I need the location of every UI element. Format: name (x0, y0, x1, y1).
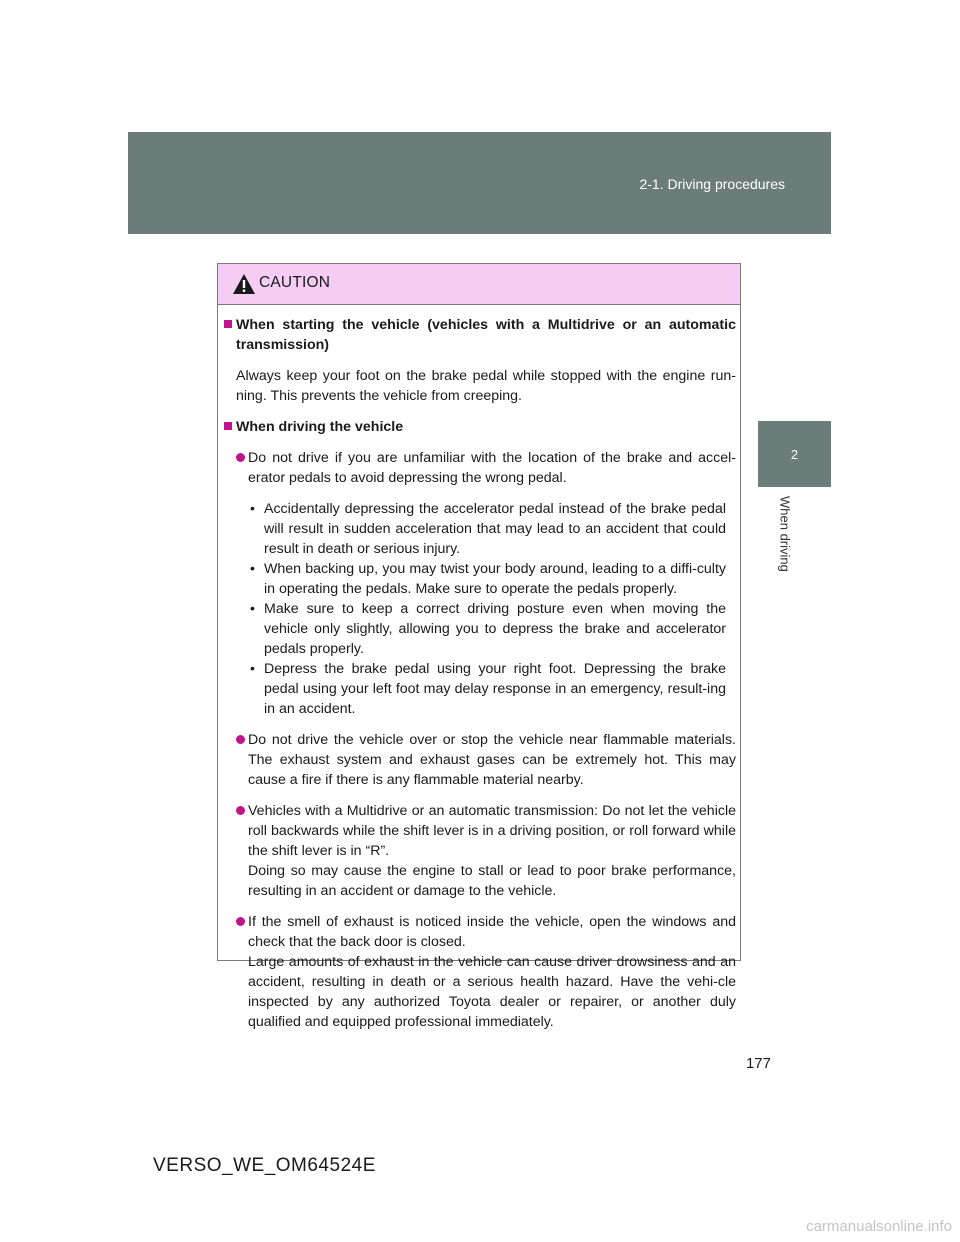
bullet-glyph: • (250, 601, 255, 617)
circle-bullet-icon (236, 917, 245, 926)
square-bullet-icon (224, 320, 232, 328)
side-tab-spacer (758, 234, 831, 421)
sub-list-item (244, 559, 736, 599)
section-text: Always keep your foot on the brake pedal while stopped with the engine run-ning. This prevents the vehicle from creeping. (236, 368, 736, 404)
circle-bullet-icon (236, 453, 245, 462)
bullet-glyph: • (250, 661, 255, 677)
warning-triangle-icon (232, 273, 256, 295)
sub-list-item (244, 599, 736, 659)
chapter-label-text: When driving (777, 496, 793, 572)
sub-list-item (244, 659, 736, 719)
sub-list-item-text: Depress the brake pedal using your right foot. Depressing the brake pedal using your left foot may delay response in an emergency, result-ing in an accident. (264, 661, 726, 717)
chapter-number: 2 (790, 447, 799, 462)
section-heading: When driving the vehicle (236, 419, 404, 435)
caution-header (218, 264, 740, 305)
sub-list (244, 499, 736, 719)
header-band (128, 132, 831, 234)
sub-list-item (244, 499, 736, 559)
section-heading: When starting the vehicle (vehicles with a Multidrive or an automatic transmission) (236, 317, 736, 353)
bullet-glyph: • (250, 501, 255, 517)
list-item-text: Vehicles with a Multidrive or an automatic transmission: Do not let the vehicle roll backwards while the shift lever is in a driving position, or roll forward while the shift lever is in “R”. (248, 803, 736, 859)
caution-title: CAUTION (259, 274, 331, 291)
list-item-text: Do not drive the vehicle over or stop the vehicle near flammable materials. The exhaust system and exhaust gases can be extremely hot. This may cause a fire if there is any flammable material nearby. (248, 732, 736, 788)
caution-box (217, 263, 741, 1030)
bullet-glyph: • (250, 561, 255, 577)
sub-list-item-text: When backing up, you may twist your body around, leading to a diffi-culty in operating the pedals. Make sure to operate the pedals properly. (264, 561, 726, 597)
document-code: VERSO_WE_OM64524E (153, 1155, 376, 1176)
sub-list-item-text: Make sure to keep a correct driving posture even when moving the vehicle only slightly, allowing you to depress the brake and accelerator pedals properly. (264, 601, 726, 657)
list-item-text: Do not drive if you are unfamiliar with the location of the brake and accel-erator pedals to avoid depressing the wrong pedal. (248, 450, 736, 486)
circle-bullet-icon (236, 735, 245, 744)
watermark: carmanualsonline.info (806, 1218, 952, 1235)
chapter-side-tab (758, 234, 831, 1034)
section-title: 2-1. Driving procedures (639, 176, 785, 192)
list-item (224, 448, 736, 719)
square-bullet-icon (224, 422, 232, 430)
list-item (224, 912, 736, 1032)
caution-body (218, 305, 740, 1032)
sub-list-item-text: Accidentally depressing the accelerator pedal instead of the brake pedal will result in sudden acceleration that may lead to an accident that could result in death or serious injury. (264, 501, 726, 557)
list-item (224, 730, 736, 790)
circle-bullet-icon (236, 806, 245, 815)
chapter-number-box (758, 421, 831, 487)
list-item-text: If the smell of exhaust is noticed inside the vehicle, open the windows and check that the back door is closed. (248, 914, 736, 950)
list-item (224, 801, 736, 901)
page-number: 177 (745, 1055, 771, 1072)
caution-section (224, 315, 736, 406)
chapter-label (775, 496, 795, 616)
list-item-text: Large amounts of exhaust in the vehicle can cause driver drowsiness and an accident, resulting in death or a serious health hazard. Have the vehi-cle inspected by any authorized Toyota dealer or repairer, or another duly qualified and equipped professional immediately. (248, 954, 736, 1030)
caution-section (224, 417, 736, 437)
list-item-text: Doing so may cause the engine to stall or lead to poor brake performance, resulting in an accident or damage to the vehicle. (248, 863, 736, 899)
